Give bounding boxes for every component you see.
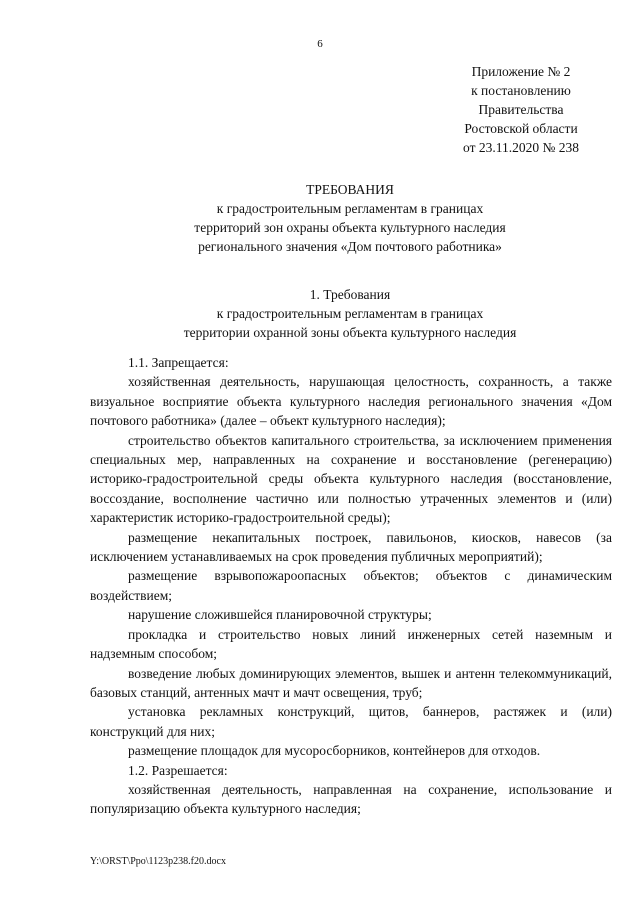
- body-text: [90, 353, 612, 819]
- title-line: территорий зон охраны объекта культурного наследия: [194, 220, 506, 235]
- paragraph: установка рекламных конструкций, щитов, баннеров, растяжек и (или) конструкций для них;: [90, 704, 612, 739]
- section-line: территории охранной зоны объекта культурного наследия: [183, 325, 517, 340]
- paragraph: строительство объектов капитального строительства, за исключением применения специальных мер, направленных на сохранение и восстановление (регенерацию) историко-градостроительной среды объекта культурного наследия (восстановление, воссоздание, восполнение частично или полностью утраченных элементов и (или) характеристик историко-градостроительной среды);: [90, 432, 612, 526]
- paragraph: 1.1. Запрещается:: [128, 355, 229, 370]
- paragraph: нарушение сложившейся планировочной структуры;: [128, 607, 432, 623]
- paragraph: хозяйственная деятельность, направленная на сохранение, использование и популяризацию объекта культурного наследия;: [90, 781, 612, 817]
- appendix-line: Ростовской области: [464, 121, 578, 136]
- page-number: 6: [317, 38, 323, 50]
- file-path-footer: Y:\ORST\Ppo\1123p238.f20.docx: [90, 856, 226, 867]
- paragraph: хозяйственная деятельность, нарушающая целостность, сохранность, а также визуальное восприятие объекта культурного наследия регионального значения «Дом почтового работника» (далее – объект культурного наследия);: [90, 374, 612, 429]
- section-line: к градостроительным регламентам в границах: [216, 306, 484, 321]
- title-line: к градостроительным регламентам в границах: [216, 201, 484, 216]
- section-heading: 1. Требования: [309, 287, 391, 302]
- appendix-line: к постановлению: [471, 83, 571, 98]
- paragraph: размещение взрывопожароопасных объектов; объектов с динамическим воздействием;: [90, 568, 612, 603]
- section-title: [90, 285, 610, 342]
- paragraph: возведение любых доминирующих элементов, вышек и антенн телекоммуникаций, базовых станций, антенных мачт и мачт освещения, труб;: [90, 665, 612, 700]
- paragraph: прокладка и строительство новых линий инженерных сетей наземным и надземным способом;: [90, 626, 612, 662]
- title-line: регионального значения «Дом почтового работника»: [198, 239, 502, 254]
- appendix-line: от 23.11.2020 № 238: [463, 140, 579, 155]
- appendix-header: [438, 62, 604, 157]
- appendix-line: Правительства: [478, 102, 564, 117]
- title-heading: ТРЕБОВАНИЯ: [306, 182, 394, 197]
- appendix-line: Приложение № 2: [471, 64, 571, 79]
- document-title: [90, 180, 610, 256]
- paragraph: размещение площадок для мусоросборников, контейнеров для отходов.: [128, 743, 541, 759]
- paragraph: размещение некапитальных построек, павильонов, киосков, навесов (за исключением устанавливаемых на срок проведения публичных мероприятий);: [90, 529, 612, 565]
- paragraph: 1.2. Разрешается:: [128, 762, 228, 778]
